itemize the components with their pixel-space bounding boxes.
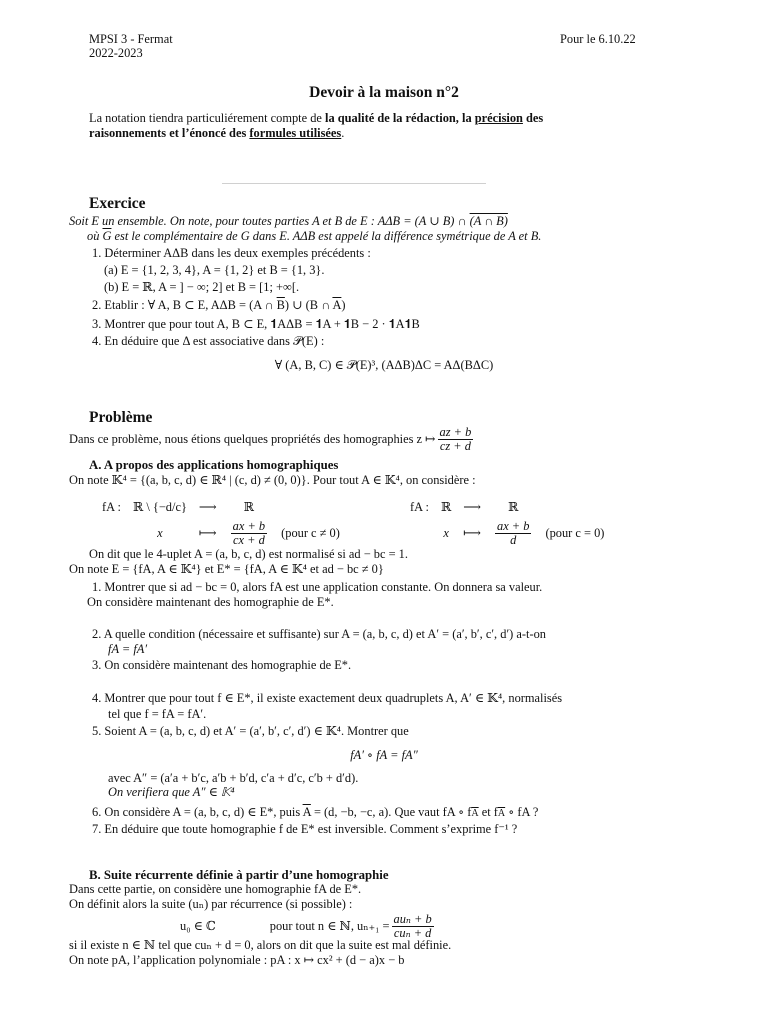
part-b-line-3: si il existe n ∈ ℕ tel que cuₙ + d = 0, alors on dit que la suite est mal définie. [69, 938, 452, 952]
map1-condition: (pour c ≠ 0) [281, 526, 340, 540]
map2-mapsto: ⟼ [463, 526, 482, 540]
exercice-line-2: où $\overline{G}$ est le complémentaire de G dans E. AΔB est appelé la différence symétrique de A et B. [87, 229, 542, 243]
part-b-recurrence [180, 911, 436, 941]
map1-arrow: ⟶ [198, 499, 217, 514]
map2-condition: (pour c = 0) [545, 526, 605, 540]
probleme-heading: Problème [89, 409, 153, 426]
part-a-normalise: On dit que le 4-uplet A = (a, b, c, d) est normalisé si ad − bc = 1. [89, 547, 408, 561]
exercice-q2: 2. Etablir : ∀ A, B ⊂ E, AΔB = (A ∩ $\overline{B}$) ∪ (B ∩ $\overline{A}$) [92, 298, 346, 312]
part-a-q5-avec: avec A″ = (a′a + b′c, a′b + b′d, c′a + d′c, c′b + d′d). [108, 771, 359, 785]
map2-codomain: ℝ [508, 499, 519, 514]
part-a-note-e: On note E = {fA, A ∈ 𝕂⁴} et E* = {fA, A ∈ 𝕂⁴ et ad − bc ≠ 0} [69, 562, 384, 576]
probleme-intro: Dans ce problème, nous étions quelques propriétés des homographies z ↦ $\frac{az + b}{cz + d}$ [69, 424, 472, 453]
map2-arrow: ⟶ [463, 499, 482, 514]
recurrence-fraction: $\frac{\text{auₙ + b}}{\text{cuₙ + d}}$ [393, 911, 432, 940]
part-a-q2: 2. A quelle condition (nécessaire et suffisante) sur A = (a, b, c, d) et A′ = (a′, b′, c′, d′) a-t-on [92, 627, 546, 641]
due-date: Pour le 6.10.22 [560, 32, 636, 46]
part-b-heading: B. Suite récurrente définie à partir d’une homographie [89, 868, 389, 882]
map1-codomain: ℝ [243, 499, 255, 514]
exercice-line-1: Soit E un ensemble. On note, pour toutes parties A et B de E : AΔB = (A ∪ B) ∩ (A ∩ B) [69, 214, 508, 228]
part-a-q1-followup: On considère maintenant des homographie de E*. [87, 595, 334, 609]
exercice-q4-formula: ∀ (A, B, C) ∈ 𝒫(E)³, (AΔB)ΔC = AΔ(BΔC) [274, 358, 494, 372]
part-b-line-1: Dans cette partie, on considère une homographie fA de E*. [69, 882, 362, 896]
exercice-q1: 1. Déterminer AΔB dans les deux exemples précédents : [92, 246, 371, 260]
recurrence-text: pour tout n ∈ ℕ, uₙ₊₁ = [269, 918, 390, 933]
map1-fraction: $\frac{ax + b}{cx + d}$ [232, 519, 266, 547]
school-year: 2022-2023 [89, 46, 143, 60]
map1-domain: ℝ \ {−d/c} [132, 499, 187, 514]
part-a-q4: 4. Montrer que pour tout f ∈ E*, il existe exactement deux quadruplets A, A′ ∈ 𝕂⁴, normalisés [92, 691, 563, 705]
class-name: MPSI 3 - Fermat [89, 32, 173, 46]
map1-x: x [157, 526, 163, 540]
exercice-q1b: (b) E = ℝ, A = ] − ∞; 2] et B = [1; +∞[. [104, 280, 300, 294]
map1-name: fA : [102, 499, 121, 514]
exercice-q4: 4. En déduire que Δ est associative dans 𝒫(E) : [92, 334, 325, 348]
part-a-q5-verif: On verifiera que A″ ∈ 𝕂⁴ [108, 785, 235, 799]
part-a-q3: 3. On considère maintenant des homographie de E*. [92, 658, 352, 672]
document-title: Devoir à la maison n°2 [309, 84, 459, 101]
exercice-heading: Exercice [89, 195, 146, 212]
part-b-line-2: On définit alors la suite (uₙ) par récurrence (si possible) : [69, 897, 353, 911]
separator-rule [222, 183, 486, 184]
map1-mapsto: ⟼ [198, 526, 217, 540]
part-a-note-k4: On note 𝕂⁴ = {(a, b, c, d) ∈ ℝ⁴ | (c, d) ≠ (0, 0)}. Pour tout A ∈ 𝕂⁴, on considère : [69, 473, 476, 487]
exercice-q1a: (a) E = {1, 2, 3, 4}, A = {1, 2} et B = {1, 3}. [104, 263, 325, 277]
map2-fraction: $\frac{ax + b}{d}$ [497, 519, 530, 547]
map-fa-c-nonzero [96, 494, 346, 547]
part-a-heading: A. A propos des applications homographiques [89, 458, 339, 472]
map-fa-c-zero [404, 494, 610, 547]
intro-line-2: raisonnements et l’énoncé des formules utilisées. [89, 126, 345, 140]
map2-domain: ℝ [440, 499, 452, 514]
part-a-q2-cont: fA = fA′ [108, 642, 148, 656]
homography-fraction: $\frac{az + b}{cz + d}$ [439, 424, 472, 453]
map2-name: fA : [410, 499, 429, 514]
part-a-q6: 6. On considère A = (a, b, c, d) ∈ E*, puis $\overline{A} = (d$, −b, −c, a). Que vaut fA ∘ $f\overline{A}$ et $f\overline{A}$ ∘ fA ? [92, 805, 539, 819]
part-a-q4-cont: tel que f = fA = fA′. [108, 707, 207, 721]
part-a-q1: 1. Montrer que si ad − bc = 0, alors fA est une application constante. On donnera sa valeur. [92, 580, 543, 594]
part-a-q7: 7. En déduire que toute homographie f de E* est inversible. Comment s’exprime f⁻¹ ? [92, 822, 518, 836]
part-a-q5: 5. Soient A = (a, b, c, d) et A′ = (a′, b′, c′, d′) ∈ 𝕂⁴. Montrer que [92, 724, 409, 738]
u0-def: u₀ ∈ ℂ [180, 918, 216, 933]
map2-x: x [443, 526, 449, 540]
part-b-line-4: On note pA, l’application polynomiale : pA : x ↦ cx² + (d − a)x − b [69, 953, 405, 967]
exercice-q3: 3. Montrer que pour tout A, B ⊂ E, 𝟏AΔB = 𝟏A + 𝟏B − 2 · 𝟏A𝟏B [92, 317, 420, 331]
intro-line-1: La notation tiendra particuliérement compte de la qualité de la rédaction, la précision des [89, 111, 544, 125]
part-a-q5-formula: fA′ ∘ fA = fA″ [350, 748, 418, 762]
